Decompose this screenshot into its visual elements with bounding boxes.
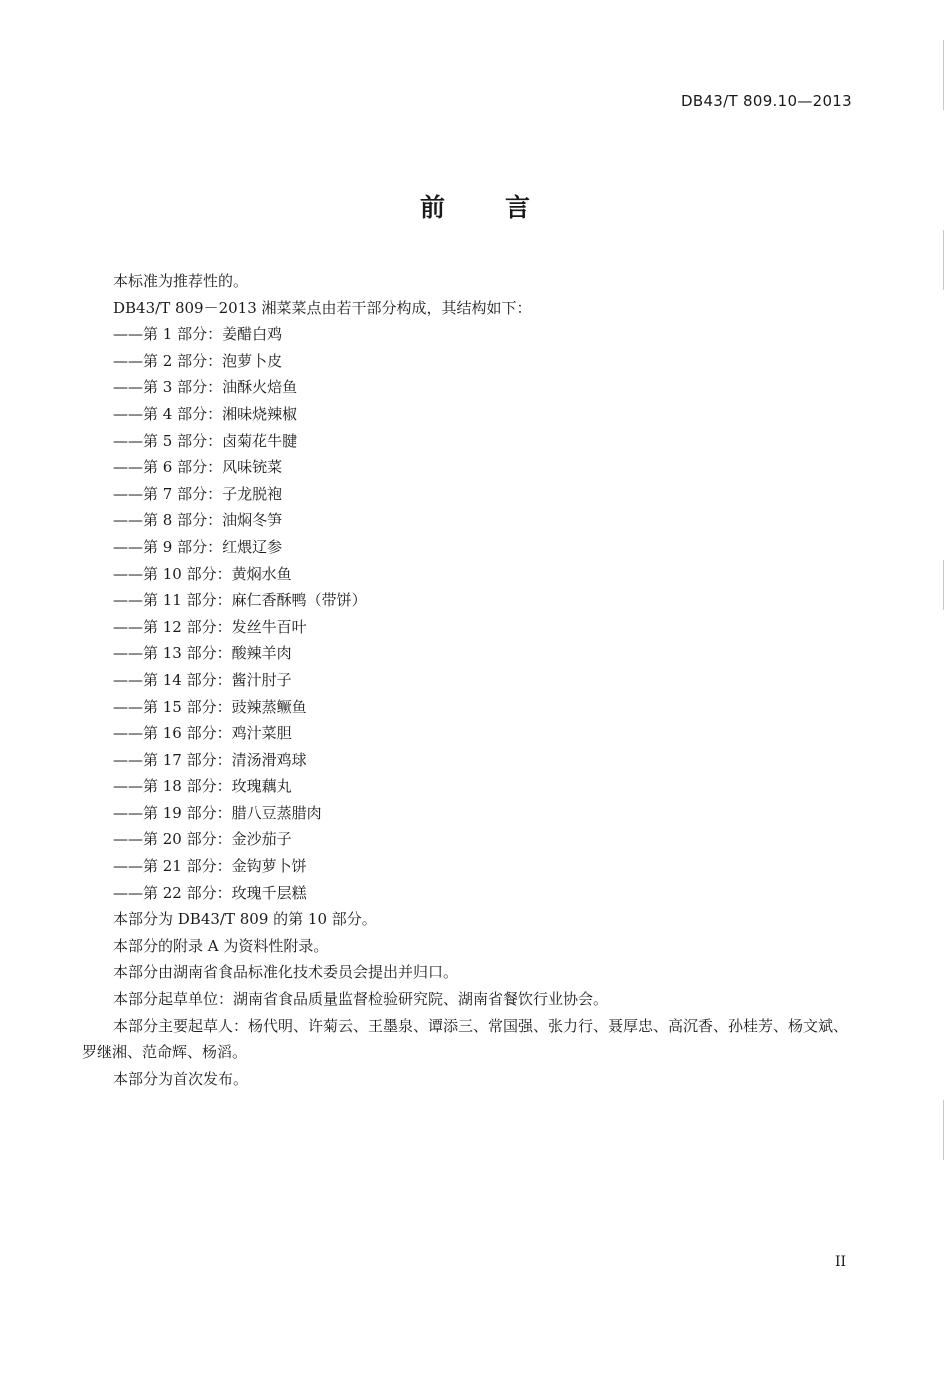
part-item: ——第 11 部分：麻仁香酥鸭（带饼） — [113, 591, 367, 610]
closing-line-drafting-units: 本部分起草单位：湖南省食品质量监督检验研究院、湖南省餐饮行业协会。 — [113, 990, 609, 1009]
title-char-2: 言 — [505, 193, 531, 222]
part-item: ——第 1 部分：姜醋白鸡 — [113, 325, 283, 344]
part-item: ——第 20 部分：金沙茄子 — [113, 830, 292, 849]
part-item: ——第 7 部分：子龙脱袍 — [113, 484, 283, 503]
scan-edge-mark — [943, 230, 944, 290]
closing-line-first-release: 本部分为首次发布。 — [113, 1069, 249, 1088]
foreword-body — [82, 268, 852, 1092]
title-char-1: 前 — [419, 193, 445, 222]
closing-line-drafters: 本部分主要起草人：杨代明、许菊云、王墨泉、谭添三、常国强、张力行、聂厚忠、高沉香、孙桂芳、杨文斌、罗继湘、范命辉、杨滔。 — [82, 1016, 849, 1062]
parts-list — [82, 321, 852, 906]
part-item: ——第 8 部分：油焖冬笋 — [113, 511, 283, 530]
scan-edge-mark — [943, 40, 944, 110]
closing-line-part-number: 本部分为 DB43/T 809 的第 10 部分。 — [113, 910, 377, 929]
intro-line-2: DB43/T 809－2013 湘菜菜点由若干部分构成，其结构如下： — [113, 298, 532, 317]
part-item: ——第 22 部分：玫瑰千层糕 — [113, 883, 307, 902]
part-item: ——第 12 部分：发丝牛百叶 — [113, 617, 307, 636]
part-item: ——第 2 部分：泡萝卜皮 — [113, 351, 283, 370]
part-item: ——第 10 部分：黄焖水鱼 — [113, 564, 292, 583]
standard-code: DB43/T 809.10—2013 — [681, 92, 852, 110]
scan-edge-mark — [943, 1100, 944, 1160]
part-item: ——第 19 部分：腊八豆蒸腊肉 — [113, 803, 322, 822]
page-title — [0, 188, 950, 224]
closing-line-proposer: 本部分由湖南省食品标准化技术委员会提出并归口。 — [113, 963, 459, 982]
part-item: ——第 16 部分：鸡汁菜胆 — [113, 724, 292, 743]
scan-edge-mark — [943, 560, 944, 610]
part-item: ——第 5 部分：卤菊花牛腱 — [113, 431, 298, 450]
page-number: II — [834, 1254, 846, 1270]
intro-line-1: 本标准为推荐性的。 — [113, 272, 249, 290]
part-item: ——第 14 部分：酱汁肘子 — [113, 670, 292, 689]
part-item: ——第 13 部分：酸辣羊肉 — [113, 644, 292, 663]
part-item: ——第 17 部分：清汤滑鸡球 — [113, 750, 307, 769]
part-item: ——第 4 部分：湘味烧辣椒 — [113, 404, 298, 423]
part-item: ——第 18 部分：玫瑰藕丸 — [113, 777, 292, 796]
part-item: ——第 21 部分：金钩萝卜饼 — [113, 857, 307, 876]
part-item: ——第 3 部分：油酥火焙鱼 — [113, 378, 298, 397]
part-item: ——第 9 部分：红煨辽参 — [113, 537, 283, 556]
part-item: ——第 15 部分：豉辣蒸鳜鱼 — [113, 697, 307, 716]
closing-line-appendix: 本部分的附录 A 为资料性附录。 — [113, 936, 329, 955]
part-item: ——第 6 部分：风味铳菜 — [113, 458, 283, 477]
